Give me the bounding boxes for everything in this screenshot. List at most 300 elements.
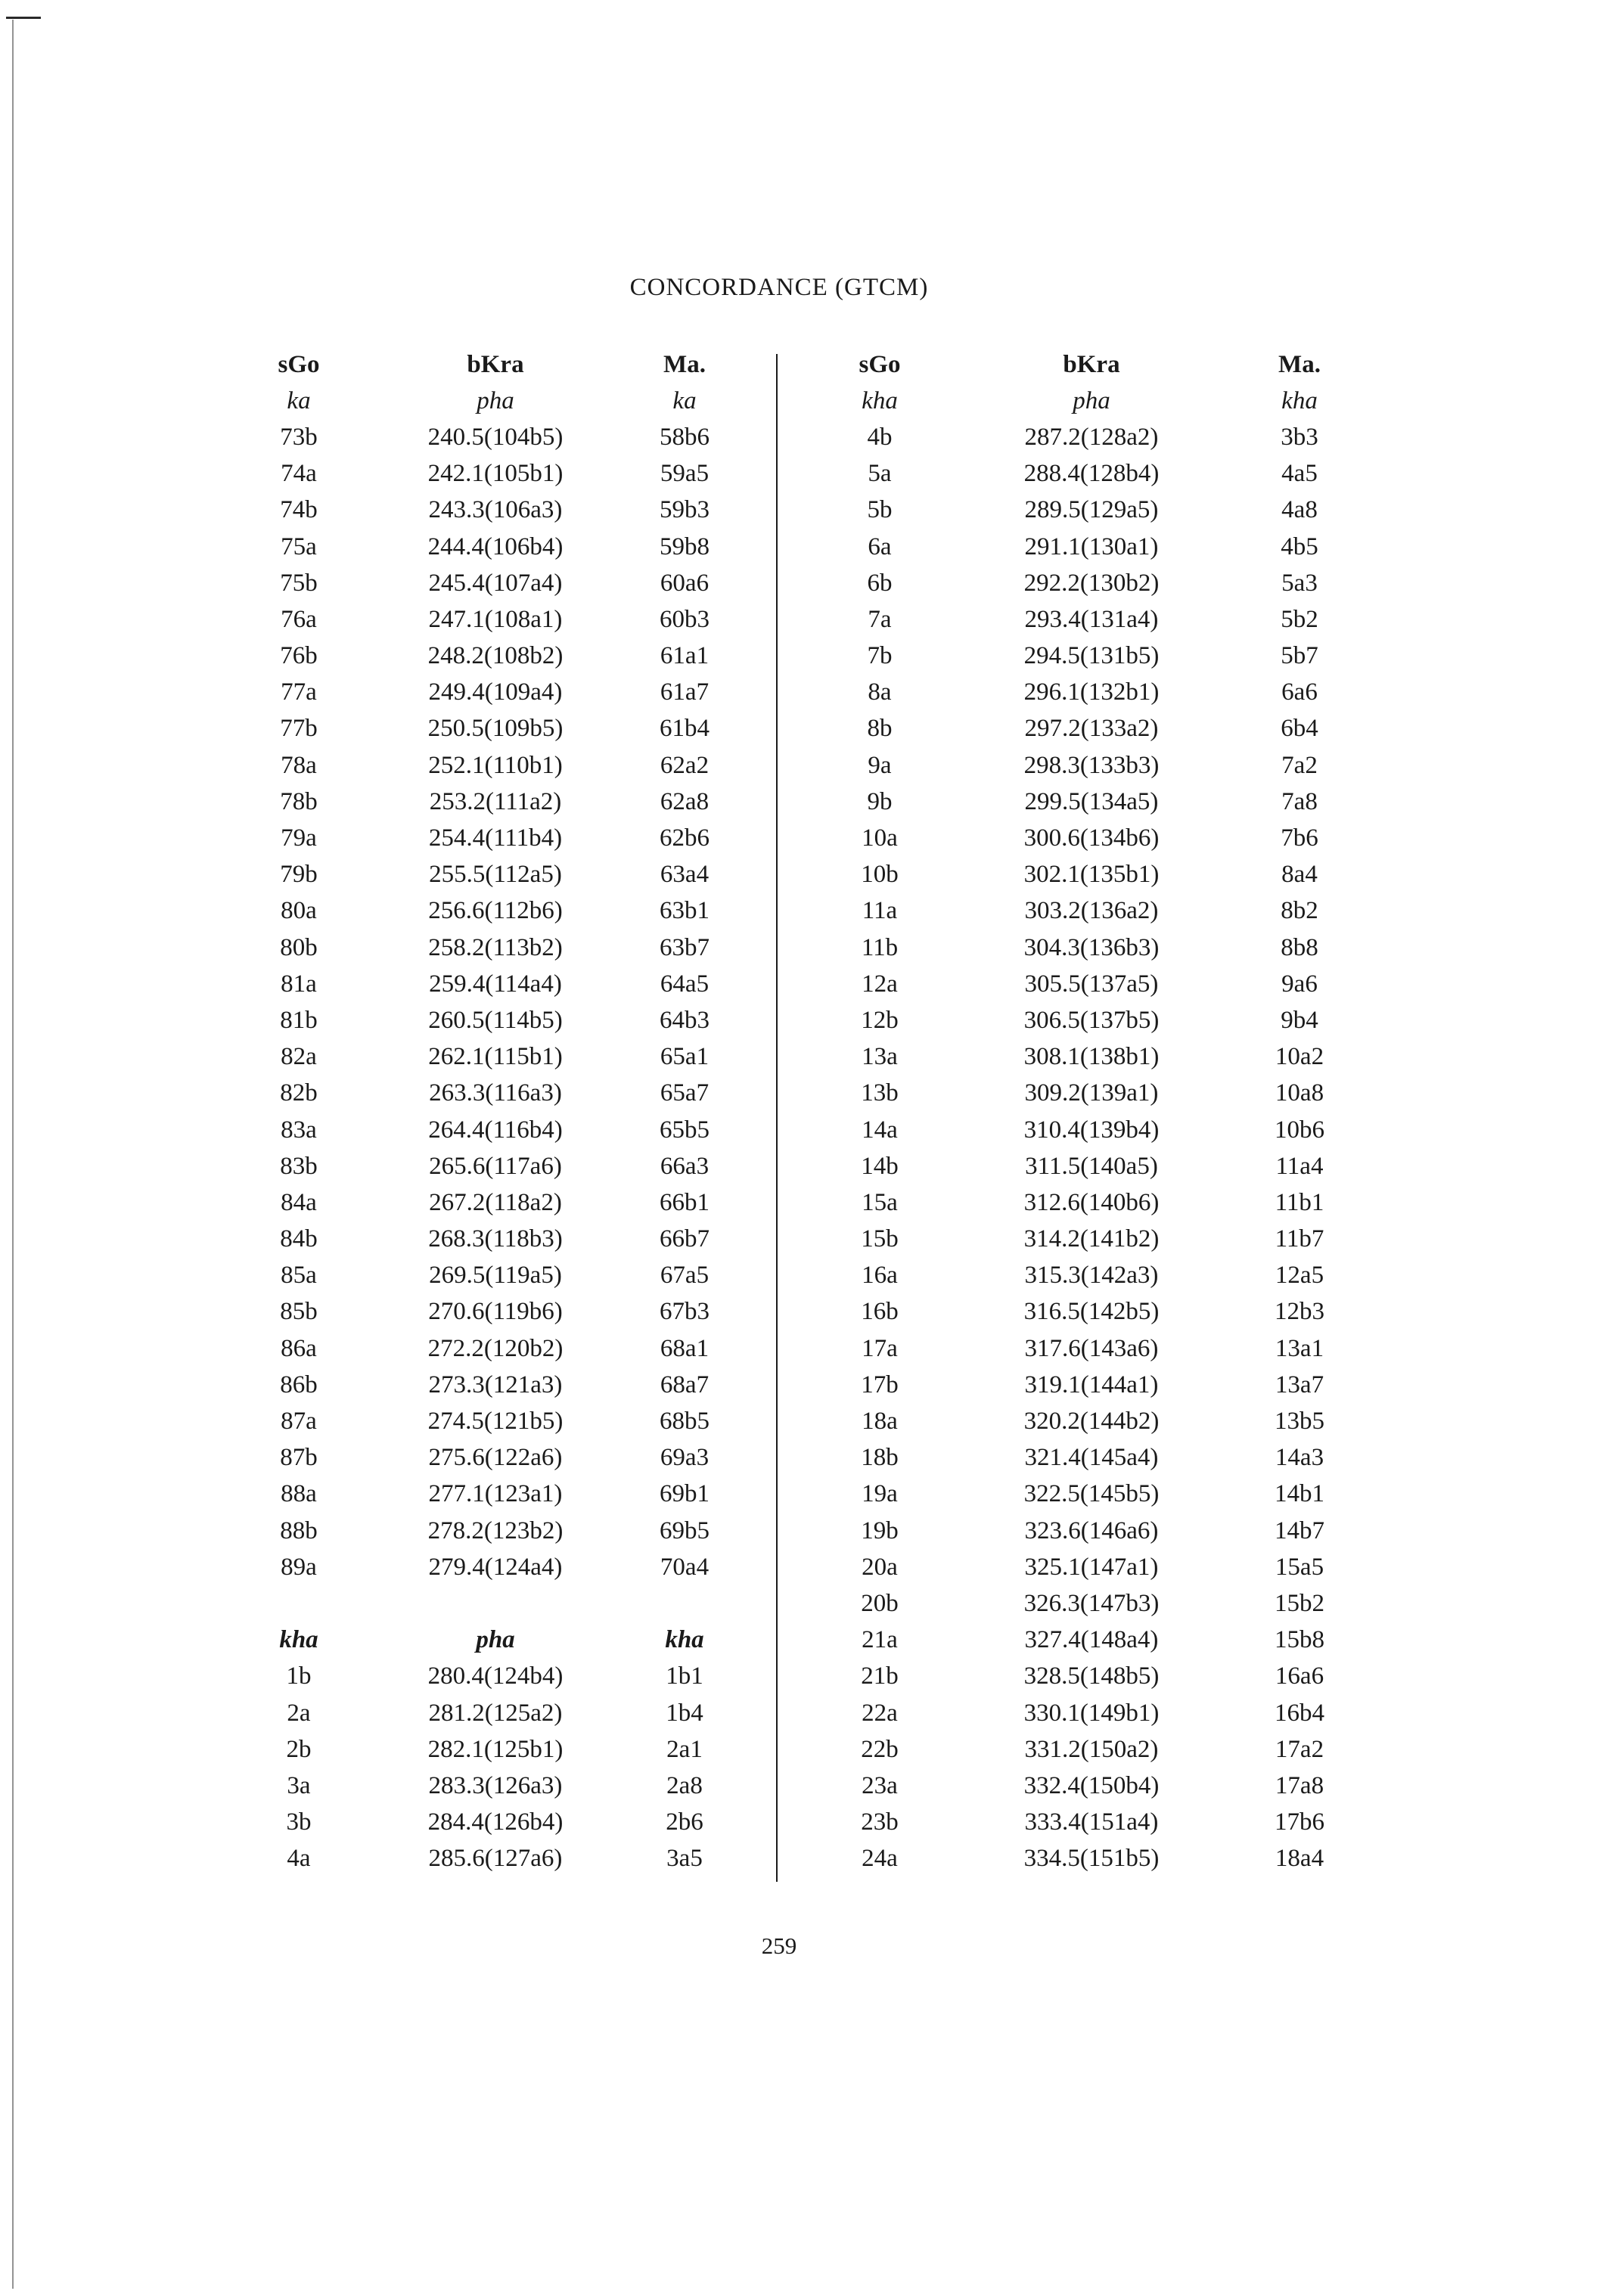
- ma-cell: 68a7: [660, 1371, 710, 1398]
- header-ma: Ma.: [663, 350, 706, 378]
- bkra-cell: 321.4(145a4): [1024, 1444, 1159, 1472]
- sgo-cell: 86b: [280, 1371, 318, 1398]
- bkra-cell: 316.5(142b5): [1023, 1298, 1160, 1326]
- sgo-cell: 24a: [862, 1845, 898, 1873]
- header-bkra: bKra: [1063, 350, 1120, 378]
- bkra-cell: 260.5(114b5): [428, 1006, 563, 1034]
- table-row: [257, 1549, 719, 1585]
- scan-edge-mark: [6, 17, 41, 19]
- bkra-cell: 294.5(131b5): [1023, 642, 1160, 670]
- subheader-bkra: pha: [477, 386, 514, 414]
- ma-cell: 67b3: [660, 1298, 710, 1326]
- ma-cell: 61b4: [660, 715, 710, 743]
- bkra-cell: 275.6(122a6): [428, 1444, 563, 1472]
- table-row: [257, 1440, 719, 1476]
- bkra-cell: 242.1(105b1): [427, 460, 564, 488]
- bkra-cell: 326.3(147b3): [1023, 1589, 1160, 1617]
- ma-cell: 16b4: [1275, 1699, 1324, 1727]
- table-row: [838, 711, 1337, 747]
- table-row: [838, 456, 1337, 492]
- bkra-cell: 314.2(141b2): [1023, 1225, 1160, 1253]
- bkra-cell: 263.3(116a3): [429, 1079, 562, 1107]
- sgo-cell: 79a: [281, 824, 317, 852]
- table-row: [257, 419, 719, 455]
- bkra-cell: 328.5(148b5): [1023, 1662, 1160, 1690]
- ma-cell: 8b8: [1281, 933, 1318, 961]
- bkra-cell: 250.5(109b5): [427, 715, 564, 743]
- table-row: [838, 930, 1337, 966]
- ma-cell: 62a2: [660, 751, 710, 779]
- sgo-cell: 78b: [280, 787, 318, 815]
- sgo-cell: 86a: [281, 1334, 317, 1362]
- subheader-sgo: kha: [862, 386, 898, 414]
- ma-cell: 6a6: [1281, 678, 1318, 706]
- ma-cell: 12a5: [1275, 1262, 1324, 1290]
- sgo-cell: 6b: [867, 569, 893, 597]
- page-number: 259: [761, 1932, 797, 1959]
- table-row: [838, 1039, 1337, 1076]
- ma-cell: 59b8: [660, 532, 710, 560]
- ma-cell: 10b6: [1275, 1116, 1324, 1144]
- bkra-cell: 256.6(112b6): [428, 897, 563, 925]
- sgo-cell: 20b: [861, 1589, 899, 1617]
- table-row: [838, 893, 1337, 930]
- sgo-cell: 14b: [861, 1152, 899, 1180]
- header-sgo: sGo: [859, 350, 901, 378]
- table-row: [257, 565, 719, 601]
- bkra-cell: 270.6(119b6): [428, 1298, 563, 1326]
- table-row: [838, 1148, 1337, 1184]
- right-section-kha: [838, 419, 1337, 1877]
- table-row: [838, 1294, 1337, 1330]
- sgo-cell: 80a: [281, 897, 317, 925]
- ma-cell: 61a7: [660, 678, 710, 706]
- ma-cell: 63b7: [660, 933, 710, 961]
- ma-cell: 1b4: [666, 1699, 703, 1727]
- table-row: [838, 966, 1337, 1002]
- sgo-cell: 74a: [281, 460, 317, 488]
- bkra-cell: 277.1(123a1): [428, 1480, 563, 1508]
- bkra-cell: 303.2(136a2): [1024, 897, 1159, 925]
- bkra-cell: 319.1(144a1): [1024, 1371, 1159, 1398]
- sgo-cell: 13a: [862, 1043, 898, 1071]
- bkra-cell: 330.1(149b1): [1023, 1699, 1160, 1727]
- sgo-cell: 2b: [286, 1735, 312, 1763]
- sgo-cell: 13b: [861, 1079, 899, 1107]
- ma-cell: 60b3: [660, 605, 710, 633]
- table-row: [838, 747, 1337, 784]
- bkra-cell: 273.3(121a3): [428, 1371, 563, 1398]
- ma-cell: 65a1: [660, 1043, 710, 1071]
- bkra-cell: 272.2(120b2): [427, 1334, 564, 1362]
- sgo-cell: 79b: [280, 861, 318, 889]
- bkra-cell: 312.6(140b6): [1023, 1188, 1160, 1216]
- bkra-cell: 306.5(137b5): [1023, 1006, 1160, 1034]
- table-row: [257, 1076, 719, 1112]
- ma-cell: 62a8: [660, 787, 710, 815]
- table-row: [838, 419, 1337, 455]
- bkra-cell: 247.1(108a1): [428, 605, 563, 633]
- sgo-cell: 82b: [280, 1079, 318, 1107]
- ma-cell: 8b2: [1281, 897, 1318, 925]
- sgo-cell: 7b: [867, 642, 893, 670]
- sgo-cell: 88b: [280, 1516, 318, 1544]
- ma-cell: 60a6: [660, 569, 710, 597]
- ma-cell: 15b2: [1275, 1589, 1324, 1617]
- sgo-cell: 80b: [280, 933, 318, 961]
- bkra-cell: 298.3(133b3): [1023, 751, 1160, 779]
- bkra-cell: 243.3(106a3): [428, 496, 563, 524]
- ma-cell: 10a8: [1275, 1079, 1324, 1107]
- sgo-cell: 14a: [862, 1116, 898, 1144]
- bkra-cell: 279.4(124a4): [428, 1553, 563, 1581]
- sgo-cell: 87a: [281, 1408, 317, 1436]
- table-row: [257, 1184, 719, 1221]
- sgo-cell: 81a: [281, 970, 317, 998]
- sgo-cell: 5a: [868, 460, 892, 488]
- ma-cell: 70a4: [660, 1553, 710, 1581]
- subheader-bkra: pha: [1073, 386, 1110, 414]
- ma-cell: 2a1: [666, 1735, 703, 1763]
- bkra-cell: 269.5(119a5): [429, 1262, 562, 1290]
- bkra-cell: 333.4(151a4): [1024, 1808, 1159, 1836]
- ma-cell: 13a7: [1275, 1371, 1324, 1398]
- table-row: [838, 1768, 1337, 1804]
- bkra-cell: 278.2(123b2): [427, 1516, 564, 1544]
- sgo-cell: 83a: [281, 1116, 317, 1144]
- subheader-sgo: ka: [287, 386, 311, 414]
- sgo-cell: 84b: [280, 1225, 318, 1253]
- table-row: [257, 1148, 719, 1184]
- sgo-cell: 85b: [280, 1298, 318, 1326]
- bkra-cell: 304.3(136b3): [1023, 933, 1160, 961]
- table-row: [838, 1367, 1337, 1403]
- ma-cell: 9a6: [1281, 970, 1318, 998]
- table-row: [257, 966, 719, 1002]
- bkra-cell: 305.5(137a5): [1024, 970, 1159, 998]
- table-row: [257, 1805, 719, 1841]
- table-row: [257, 1367, 719, 1403]
- table-row: [838, 1330, 1337, 1367]
- sgo-cell: 16a: [862, 1262, 898, 1290]
- sgo-cell: 73b: [280, 423, 318, 451]
- bkra-cell: 283.3(126a3): [428, 1771, 563, 1799]
- table-row: [838, 1258, 1337, 1294]
- table-row: [257, 492, 719, 529]
- sgo-cell: 10a: [862, 824, 898, 852]
- bkra-cell: 282.1(125b1): [427, 1735, 564, 1763]
- bkra-cell: 244.4(106b4): [427, 532, 564, 560]
- ma-cell: 66b1: [660, 1188, 710, 1216]
- ma-cell: 3b3: [1281, 423, 1318, 451]
- table-row: [257, 711, 719, 747]
- bkra-cell: 310.4(139b4): [1023, 1116, 1160, 1144]
- sgo-cell: 7a: [868, 605, 892, 633]
- ma-cell: 2a8: [666, 1771, 703, 1799]
- table-row: [838, 1805, 1337, 1841]
- ma-cell: 6b4: [1281, 715, 1318, 743]
- ma-cell: 18a4: [1275, 1845, 1324, 1873]
- sgo-cell: 8b: [867, 715, 893, 743]
- table-row: [838, 1695, 1337, 1731]
- table-row: [257, 1002, 719, 1038]
- ma-cell: 58b6: [660, 423, 710, 451]
- right-subheader-row: [838, 383, 1337, 419]
- ma-cell: 7b6: [1281, 824, 1318, 852]
- table-row: [838, 820, 1337, 856]
- bkra-cell: 327.4(148a4): [1024, 1626, 1159, 1654]
- bkra-cell: 300.6(134b6): [1023, 824, 1160, 852]
- sgo-cell: 3a: [287, 1771, 311, 1799]
- bkra-cell: 268.3(118b3): [428, 1225, 563, 1253]
- table-row: [257, 1841, 719, 1877]
- ma-cell: 9b4: [1281, 1006, 1318, 1034]
- bkra-cell: 296.1(132b1): [1023, 678, 1160, 706]
- table-row: [838, 565, 1337, 601]
- bkra-cell: 274.5(121b5): [427, 1408, 564, 1436]
- sgo-cell: 77a: [281, 678, 317, 706]
- sgo-cell: 3b: [286, 1808, 312, 1836]
- table-row: [257, 1476, 719, 1513]
- bkra-cell: 255.5(112a5): [429, 861, 562, 889]
- table-row: [257, 601, 719, 638]
- ma-cell: 69a3: [660, 1444, 710, 1472]
- sgo-cell: 85a: [281, 1262, 317, 1290]
- table-row: [257, 638, 719, 675]
- sgo-cell: 2a: [287, 1699, 311, 1727]
- bkra-cell: 325.1(147a1): [1024, 1553, 1159, 1581]
- table-row: [257, 675, 719, 711]
- sgo-cell: 5b: [867, 496, 893, 524]
- sgo-cell: 17b: [861, 1371, 899, 1398]
- ma-cell: 63a4: [660, 861, 710, 889]
- sgo-cell: 4a: [287, 1845, 311, 1873]
- bkra-cell: 252.1(110b1): [428, 751, 563, 779]
- ma-cell: 64b3: [660, 1006, 710, 1034]
- section-gap: [257, 1585, 719, 1622]
- table-row: [838, 1184, 1337, 1221]
- bkra-cell: 323.6(146a6): [1024, 1516, 1159, 1544]
- left-header-row: [257, 346, 719, 383]
- sgo-cell: 18b: [861, 1444, 899, 1472]
- sgo-cell: 17a: [862, 1334, 898, 1362]
- sgo-cell: 76b: [280, 642, 318, 670]
- table-row: [838, 1440, 1337, 1476]
- table-row: [838, 1002, 1337, 1038]
- ma-cell: 64a5: [660, 970, 710, 998]
- table-row: [257, 747, 719, 784]
- ma-cell: 59b3: [660, 496, 710, 524]
- sgo-cell: 22a: [862, 1699, 898, 1727]
- table-row: [838, 784, 1337, 820]
- ma-cell: 14a3: [1275, 1444, 1324, 1472]
- table-row: [838, 1549, 1337, 1585]
- ma-cell: 2b6: [666, 1808, 703, 1836]
- left-column: [257, 346, 719, 1877]
- bkra-cell: 311.5(140a5): [1025, 1152, 1158, 1180]
- sgo-cell: 89a: [281, 1553, 317, 1581]
- ma-cell: 10a2: [1275, 1043, 1324, 1071]
- sgo-cell: 20a: [862, 1553, 898, 1581]
- sgo-cell: 12a: [862, 970, 898, 998]
- table-row: [838, 1841, 1337, 1877]
- table-row: [838, 492, 1337, 529]
- sgo-cell: 81b: [280, 1006, 318, 1034]
- table-row: [838, 1622, 1337, 1659]
- bkra-cell: 259.4(114a4): [429, 970, 562, 998]
- ma-cell: 17b6: [1275, 1808, 1324, 1836]
- sgo-cell: 21a: [862, 1626, 898, 1654]
- ma-cell: 11a4: [1275, 1152, 1324, 1180]
- ma-cell: 11b7: [1275, 1225, 1324, 1253]
- bkra-cell: 285.6(127a6): [428, 1845, 563, 1873]
- sgo-cell: 82a: [281, 1043, 317, 1071]
- bkra-cell: 265.6(117a6): [429, 1152, 562, 1180]
- bkra-cell: 320.2(144b2): [1023, 1408, 1160, 1436]
- table-row: [257, 1294, 719, 1330]
- bkra-cell: 289.5(129a5): [1024, 496, 1159, 524]
- table-row: [838, 1513, 1337, 1549]
- table-row: [257, 1768, 719, 1804]
- bkra-cell: 291.1(130a1): [1024, 532, 1159, 560]
- table-row: [838, 1076, 1337, 1112]
- bkra-cell: 240.5(104b5): [427, 423, 564, 451]
- table-row: [257, 1731, 719, 1768]
- section2-ma: kha: [665, 1626, 704, 1654]
- subheader-ma: kha: [1281, 386, 1318, 414]
- table-row: [838, 601, 1337, 638]
- ma-cell: 13b5: [1275, 1408, 1324, 1436]
- ma-cell: 63b1: [660, 897, 710, 925]
- column-divider: [776, 354, 778, 1882]
- ma-cell: 17a2: [1275, 1735, 1324, 1763]
- ma-cell: 5b7: [1281, 642, 1318, 670]
- bkra-cell: 264.4(116b4): [428, 1116, 563, 1144]
- table-row: [257, 1659, 719, 1695]
- right-header-row: [838, 346, 1337, 383]
- sgo-cell: 1b: [286, 1662, 312, 1690]
- table-row: [838, 638, 1337, 675]
- sgo-cell: 11a: [862, 897, 898, 925]
- ma-cell: 11b1: [1275, 1188, 1324, 1216]
- table-row: [838, 857, 1337, 893]
- ma-cell: 66a3: [660, 1152, 710, 1180]
- bkra-cell: 308.1(138b1): [1023, 1043, 1160, 1071]
- bkra-cell: 297.2(133a2): [1024, 715, 1159, 743]
- bkra-cell: 248.2(108b2): [427, 642, 564, 670]
- bkra-cell: 281.2(125a2): [428, 1699, 563, 1727]
- bkra-cell: 292.2(130b2): [1023, 569, 1160, 597]
- ma-cell: 69b5: [660, 1516, 710, 1544]
- bkra-cell: 309.2(139a1): [1024, 1079, 1159, 1107]
- table-row: [257, 1039, 719, 1076]
- ma-cell: 7a8: [1281, 787, 1318, 815]
- ma-cell: 62b6: [660, 824, 710, 852]
- ma-cell: 16a6: [1275, 1662, 1324, 1690]
- table-row: [838, 1731, 1337, 1768]
- table-row: [838, 529, 1337, 565]
- sgo-cell: 75a: [281, 532, 317, 560]
- table-row: [257, 857, 719, 893]
- sgo-cell: 4b: [867, 423, 893, 451]
- sgo-cell: 77b: [280, 715, 318, 743]
- sgo-cell: 11b: [861, 933, 899, 961]
- header-bkra: bKra: [467, 350, 524, 378]
- bkra-cell: 299.5(134a5): [1024, 787, 1159, 815]
- ma-cell: 68b5: [660, 1408, 710, 1436]
- table-row: [257, 1112, 719, 1148]
- sgo-cell: 83b: [280, 1152, 318, 1180]
- bkra-cell: 287.2(128a2): [1024, 423, 1159, 451]
- ma-cell: 61a1: [660, 642, 710, 670]
- sgo-cell: 88a: [281, 1480, 317, 1508]
- table-row: [257, 1258, 719, 1294]
- table-row: [257, 1222, 719, 1258]
- table-row: [257, 1695, 719, 1731]
- ma-cell: 5a3: [1281, 569, 1318, 597]
- bkra-cell: 315.3(142a3): [1024, 1262, 1159, 1290]
- sgo-cell: 78a: [281, 751, 317, 779]
- bkra-cell: 284.4(126b4): [427, 1808, 564, 1836]
- ma-cell: 69b1: [660, 1480, 710, 1508]
- sgo-cell: 22b: [861, 1735, 899, 1763]
- sgo-cell: 9a: [868, 751, 892, 779]
- table-row: [257, 456, 719, 492]
- ma-cell: 67a5: [660, 1262, 710, 1290]
- bkra-cell: 288.4(128b4): [1023, 460, 1160, 488]
- subheader-ma: ka: [672, 386, 697, 414]
- sgo-cell: 74b: [280, 496, 318, 524]
- ma-cell: 17a8: [1275, 1771, 1324, 1799]
- left-section-kha: [257, 1659, 719, 1877]
- sgo-cell: 84a: [281, 1188, 317, 1216]
- ma-cell: 65a7: [660, 1079, 710, 1107]
- ma-cell: 8a4: [1281, 861, 1318, 889]
- ma-cell: 14b1: [1275, 1480, 1324, 1508]
- bkra-cell: 331.2(150a2): [1024, 1735, 1159, 1763]
- sgo-cell: 23b: [861, 1808, 899, 1836]
- ma-cell: 59a5: [660, 460, 710, 488]
- section2-sgo: kha: [279, 1626, 318, 1654]
- section2-bkra: pha: [476, 1626, 515, 1654]
- ma-cell: 4a5: [1281, 460, 1318, 488]
- bkra-cell: 302.1(135b1): [1023, 861, 1160, 889]
- table-row: [257, 820, 719, 856]
- ma-cell: 4b5: [1281, 532, 1318, 560]
- bkra-cell: 334.5(151b5): [1023, 1845, 1160, 1873]
- sgo-cell: 15a: [862, 1188, 898, 1216]
- left-section2-header: [257, 1622, 719, 1659]
- table-row: [838, 1112, 1337, 1148]
- page-title: CONCORDANCE (GTCM): [629, 274, 929, 301]
- table-row: [257, 1330, 719, 1367]
- bkra-cell: 317.6(143a6): [1024, 1334, 1159, 1362]
- bkra-cell: 322.5(145b5): [1023, 1480, 1160, 1508]
- sgo-cell: 23a: [862, 1771, 898, 1799]
- ma-cell: 13a1: [1275, 1334, 1324, 1362]
- sgo-cell: 8a: [868, 678, 892, 706]
- table-row: [257, 930, 719, 966]
- ma-cell: 66b7: [660, 1225, 710, 1253]
- sgo-cell: 6a: [868, 532, 892, 560]
- bkra-cell: 280.4(124b4): [427, 1662, 564, 1690]
- header-ma: Ma.: [1278, 350, 1321, 378]
- left-subheader-row: [257, 383, 719, 419]
- table-row: [838, 1659, 1337, 1695]
- bkra-cell: 249.4(109a4): [428, 678, 563, 706]
- sgo-cell: 19a: [862, 1480, 898, 1508]
- ma-cell: 12b3: [1275, 1298, 1324, 1326]
